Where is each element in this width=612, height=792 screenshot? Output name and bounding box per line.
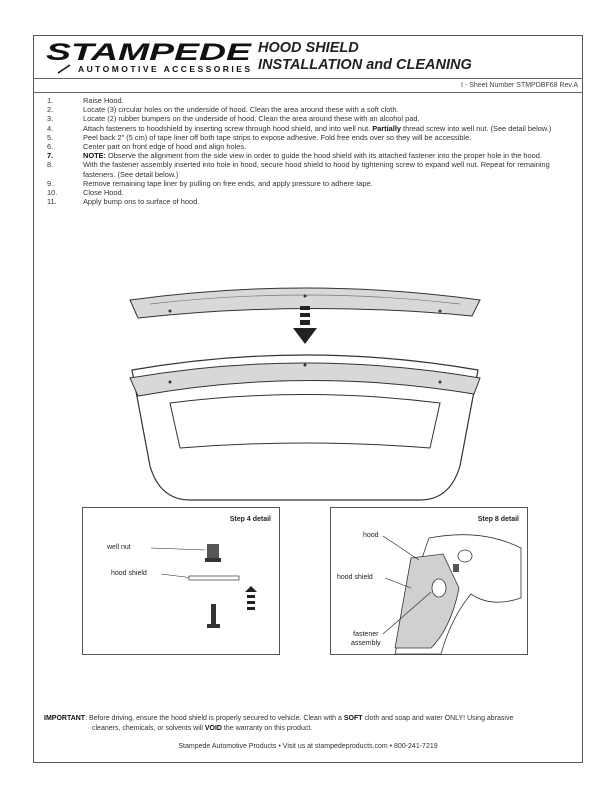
step-text	[83, 124, 577, 133]
step-item	[47, 105, 577, 114]
step-text: With the fastener assembly inserted into hole in hood, secure hood shield to hood by tightening screw to expand well nut. Repeat for remaining fasteners. (See detail below.)	[83, 160, 550, 179]
step-item	[47, 142, 577, 151]
step-text-part: Observe the alignment from the side view in order to guide the hood shield with its attached fastener into the proper hole in the hood.	[106, 151, 542, 161]
well-nut-icon	[207, 544, 219, 558]
step-item	[47, 124, 577, 133]
logo-sub: AUTOMOTIVE ACCESSORIES	[78, 64, 251, 74]
step-number: 11.	[47, 197, 57, 207]
step-number: 1.	[47, 96, 54, 105]
logo-brand: STAMPEDE	[46, 40, 253, 66]
step-item	[47, 197, 577, 206]
footer-contact: Stampede Automotive Products • Visit us at stampedeproducts.com • 800-241-7219	[178, 743, 438, 750]
step-item	[47, 188, 577, 197]
step-number: 6.	[47, 142, 54, 152]
step-item	[47, 133, 577, 142]
step-number: 7.	[47, 151, 54, 161]
step-text: Raise Hood.	[83, 96, 124, 105]
notice-emphasis: SOFT	[343, 715, 363, 722]
step-text: Locate (3) circular holes on the underside of hood. Clean the area around these with a soft cloth.	[83, 105, 399, 115]
step-emphasis: NOTE:	[83, 151, 106, 161]
step-item	[47, 151, 577, 160]
notice-text: cleaners, chemicals, or solvents will	[92, 725, 205, 732]
detail-title: Step 8 detail	[477, 516, 519, 523]
stampede-logo	[44, 40, 256, 76]
important-notice	[44, 714, 574, 734]
notice-label: IMPORTANT	[44, 715, 86, 722]
notice-emphasis: VOID	[204, 725, 222, 732]
step-text: Close Hood.	[83, 188, 124, 198]
notice-text: : Before driving, ensure the hood shield is properly secured to vehicle. Clean with a	[85, 715, 344, 722]
step-text: Remove remaining tape liner by pulling on free ends, and apply pressure to adhere tape.	[83, 178, 373, 188]
label-hood-shield: hood shield	[337, 574, 373, 581]
step-text: Apply bump ons to surface of hood.	[83, 197, 200, 207]
step-number: 10.	[47, 188, 58, 198]
step-item	[47, 160, 577, 178]
step-text: Center part on front edge of hood and align holes.	[83, 142, 247, 152]
sheet-number: I - Sheet Number STMPDBF68 Rev.A	[461, 82, 578, 89]
down-arrow-icon	[293, 306, 317, 344]
step-number: 9.	[47, 178, 54, 188]
screw-icon	[211, 604, 216, 624]
notice-line	[44, 714, 574, 724]
up-arrow-icon	[245, 586, 257, 592]
instruction-list	[47, 96, 577, 206]
header-divider	[33, 78, 583, 79]
title-line-2: INSTALLATION and CLEANING	[258, 57, 472, 73]
sheet-divider	[33, 92, 583, 93]
label-line: assembly	[351, 640, 381, 647]
step-number: 5.	[47, 132, 54, 142]
step-4-detail	[82, 507, 280, 655]
step-text: Locate (2) rubber bumpers on the underside of hood. Clean the area around these with an alcohol pad.	[83, 114, 420, 124]
notice-line	[44, 724, 574, 734]
detail-title: Step 4 detail	[229, 516, 271, 523]
label-hood-shield: hood shield	[111, 570, 147, 577]
hood-illustration	[130, 355, 480, 500]
label-line: fastener	[353, 631, 379, 638]
step-number: 2.	[47, 105, 54, 115]
notice-text: the warranty on this product.	[221, 725, 313, 732]
step-number: 3.	[47, 114, 54, 124]
step-text-part: Attach fasteners to hoodshield by inserting screw through hood shield, and into well nut.	[83, 123, 373, 133]
notice-text: cloth and soap and water ONLY! Using abrasive	[362, 715, 514, 722]
label-well-nut: well nut	[107, 544, 131, 551]
page-title	[258, 40, 472, 74]
title-line-1: HOOD SHIELD	[258, 40, 359, 56]
step-item	[47, 96, 577, 105]
step-text	[83, 151, 577, 160]
step-item	[47, 179, 577, 188]
step-emphasis: Partially	[372, 123, 401, 133]
step-text-part: thread screw into well nut. (See detail below.)	[401, 123, 552, 133]
step-item	[47, 114, 577, 123]
step-number: 8.	[47, 160, 54, 170]
step-8-detail	[330, 507, 528, 655]
step-text: Peel back 2" (5 cm) of tape liner off both tape strips to expose adhesive. Fold free ends over so they will be accessible.	[83, 132, 472, 142]
hood-installation-diagram	[120, 278, 490, 508]
label-hood: hood	[363, 532, 379, 539]
step-number: 4.	[47, 123, 54, 133]
hood-shield-strip	[189, 576, 239, 580]
